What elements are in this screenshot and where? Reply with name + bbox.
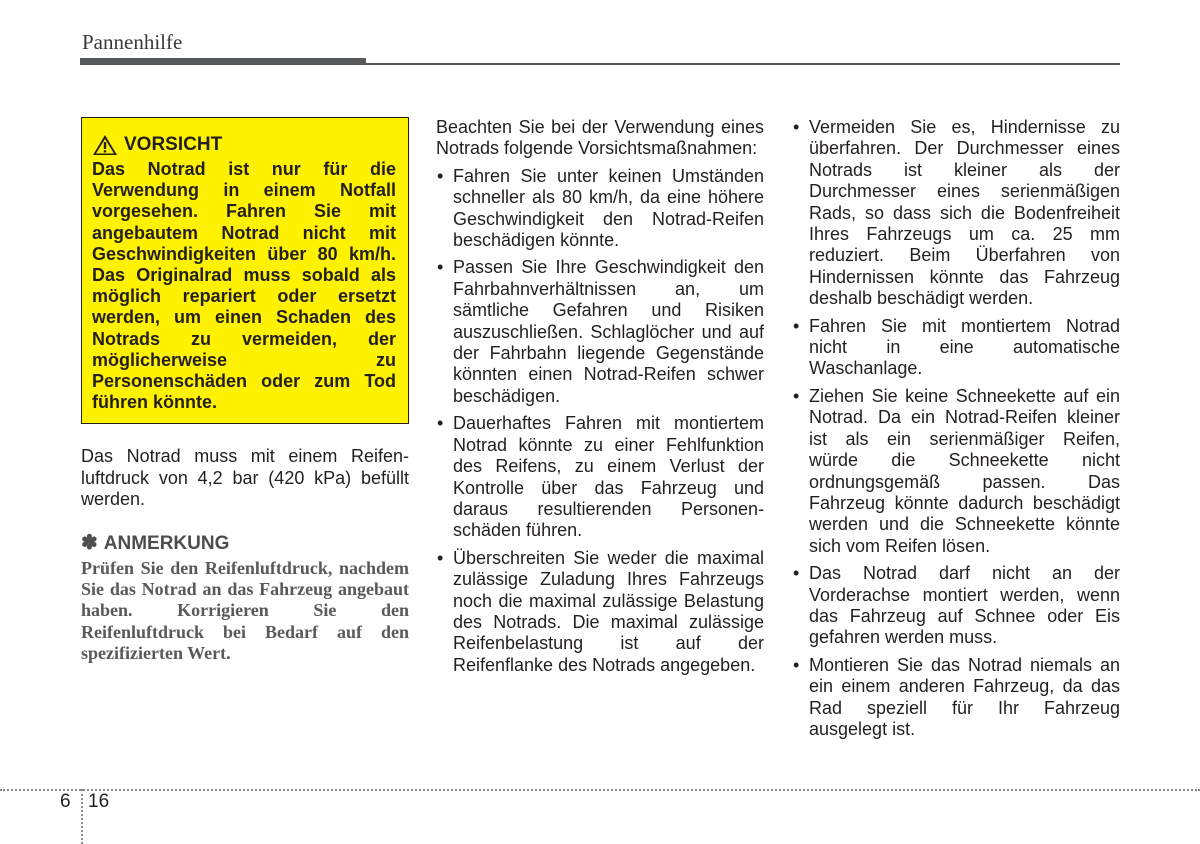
list-item: • Das Notrad darf nicht an der Vorderachse montiert werden, wenn das Fahrzeug auf Schnee oder Eis gefahren werden muss. (792, 563, 1120, 649)
precautions-list-continued (792, 117, 1120, 740)
warning-title: VORSICHT (124, 134, 223, 156)
note-heading (81, 533, 409, 554)
header-bar (80, 58, 366, 65)
column-right (792, 117, 1120, 746)
list-item: • Überschreiten Sie weder die maximal zulässige Zuladung Ihres Fahrzeugs noch die maximal zulässige Belastung des Notrads. Die maximal zulässige Reifenbelastung ist auf der Reifenflanke des Notrads angegeben. (436, 548, 764, 676)
footer-rule (0, 789, 1200, 791)
asterisk-icon: ✽ (81, 531, 98, 554)
note-text: Prüfen Sie den Reifenluftdruck, nachdem Sie das Notrad an das Fahrzeug angebaut haben. Korrigieren Sie den Reifenluftdruck bei Bedarf auf den spezifizierten Wert. (81, 558, 409, 663)
page-number: 16 (88, 791, 110, 812)
precautions-intro: Beachten Sie bei der Verwendung eines Notrads folgende Vorsichtsmaßnahmen: (436, 117, 764, 159)
footer-divider (81, 789, 83, 844)
page-section-title: Pannenhilfe (82, 30, 183, 54)
list-item: • Ziehen Sie keine Schneekette auf ein Notrad. Da ein Notrad-Reifen kleiner ist als ein serienmäßiger Reifen, würde die Schneekette nicht ordnungsgemäß passen. Das Fahrzeug könnte dadurch beschädigt werden und die Schneekette könnte sich vom Reifen lösen. (792, 386, 1120, 557)
warning-triangle-icon (92, 134, 118, 156)
header-rule (366, 63, 1120, 65)
column-middle (436, 117, 764, 682)
chapter-number: 6 (60, 791, 71, 812)
warning-box (81, 117, 409, 424)
precautions-list (436, 166, 764, 676)
column-left (81, 117, 409, 664)
warning-text: Das Notrad ist nur für die Verwendung in einem Notfall vorgesehen. Fahren Sie mit angebautem Notrad nicht mit Geschwindigkeiten über 80 km/h. Das Originalrad muss sobald als möglich repariert oder ersetzt werden, um einen Schaden des Notrads zu vermeiden, der möglicherweise zu Personenschäden oder zum Tod führen könnte. (92, 159, 396, 413)
list-item: • Fahren Sie unter keinen Umständen schneller als 80 km/h, da eine höhere Geschwindigkeit den Notrad-Reifen beschädigen könnte. (436, 166, 764, 252)
note-title: ANMERKUNG (103, 532, 230, 554)
list-item: • Montieren Sie das Notrad niemals an ein einem anderen Fahrzeug, da das Rad speziell für Ihr Fahrzeug ausgelegt ist. (792, 655, 1120, 741)
list-item: • Passen Sie Ihre Geschwindigkeit den Fahrbahnverhältnissen an, um sämtliche Gefahren und Risiken auszuschließen. Schlaglöcher und auf der Fahrbahn liegende Gegenstände könnten einen Notrad-Reifen schwer beschädigen. (436, 257, 764, 407)
list-item: • Dauerhaftes Fahren mit montiertem Notrad könnte zu einer Fehlfunktion des Reifens, zu einem Verlust der Kontrolle über das Fahrzeug und daraus resultierenden Personenschäden führen. (436, 413, 764, 541)
list-item: • Vermeiden Sie es, Hindernisse zu überfahren. Der Durchmesser eines Notrads ist kleiner als der Durchmesser eines serienmäßigen Rads, so dass sich die Bodenfreiheit Ihres Fahrzeugs um ca. 25 mm reduziert. Beim Überfahren von Hindernissen könnte das Fahrzeug deshalb beschädigt werden. (792, 117, 1120, 310)
tire-pressure-paragraph: Das Notrad muss mit einem Reifenluftdruck von 4,2 bar (420 kPa) befüllt werden. (81, 446, 409, 510)
warning-heading (92, 134, 396, 156)
list-item: • Fahren Sie mit montiertem Notrad nicht in eine automatische Waschanlage. (792, 316, 1120, 380)
